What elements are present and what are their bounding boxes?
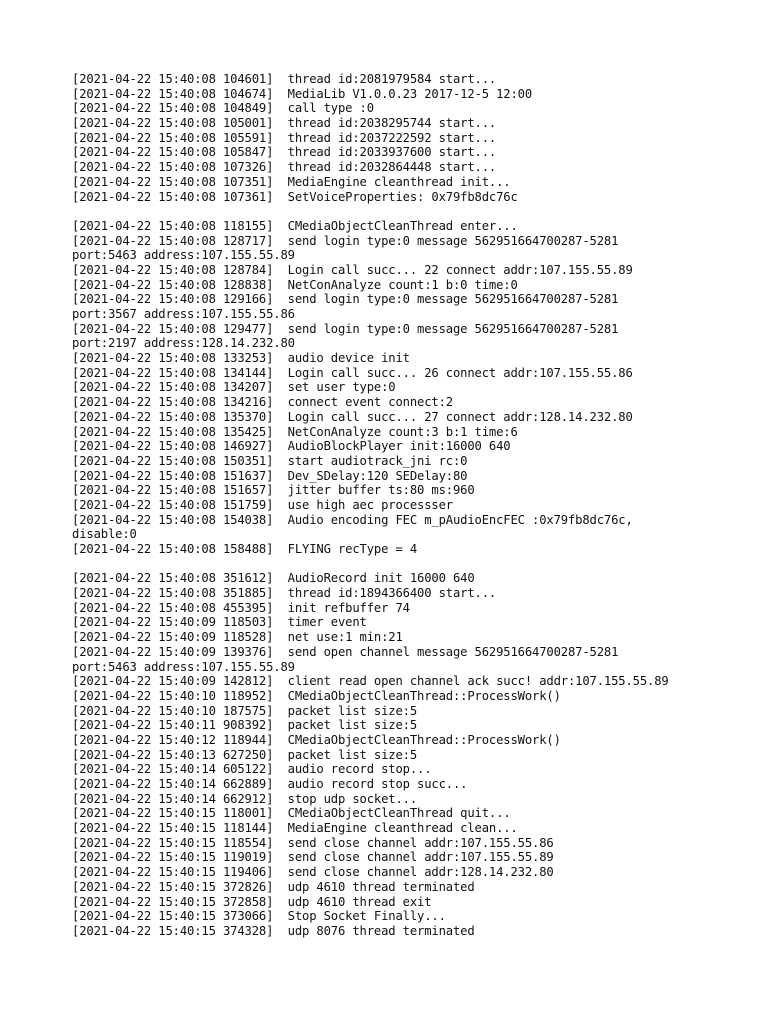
log-entry: [2021-04-22 15:40:11 908392] packet list size:5 [72, 718, 417, 733]
log-entry: [2021-04-22 15:40:08 105591] thread id:2037222592 start... [72, 130, 497, 145]
log-entry: [2021-04-22 15:40:15 118554] send close channel addr:107.155.55.86 [72, 835, 554, 850]
log-entry: [2021-04-22 15:40:08 150351] start audiotrack_jni rc:0 [72, 453, 468, 468]
log-entry: [2021-04-22 15:40:08 351885] thread id:1894366400 start... [72, 586, 497, 601]
log-entry: [2021-04-22 15:40:09 118503] timer event [72, 615, 367, 630]
log-entry: [2021-04-22 15:40:08 104601] thread id:2081979584 start... [72, 72, 497, 86]
log-entry: [2021-04-22 15:40:08 104674] MediaLib V1.0.0.23 2017-12-5 12:00 [72, 86, 532, 101]
log-entry: [2021-04-22 15:40:08 128717] send login type:0 message 562951664700287-5281 [72, 233, 619, 248]
log-entry: [2021-04-22 15:40:08 107361] SetVoiceProperties: 0x79fb8dc76c [72, 189, 518, 204]
log-entry: [2021-04-22 15:40:09 118528] net use:1 min:21 [72, 630, 403, 645]
log-entry: [2021-04-22 15:40:15 118144] MediaEngine cleanthread clean... [72, 821, 518, 836]
log-entry: [2021-04-22 15:40:08 455395] init refbuffer 74 [72, 600, 410, 615]
log-entry: [2021-04-22 15:40:09 142812] client read open channel ack succ! addr:107.155.55.89 [72, 674, 669, 689]
log-entry: [2021-04-22 15:40:13 627250] packet list size:5 [72, 747, 417, 762]
log-text-body [72, 72, 752, 939]
log-entry: [2021-04-22 15:40:15 372858] udp 4610 thread exit [72, 894, 432, 909]
log-entry-continuation: port:5463 address:107.155.55.89 [72, 248, 295, 263]
log-entry: [2021-04-22 15:40:15 373066] Stop Socket Finally... [72, 909, 446, 924]
log-entry: [2021-04-22 15:40:08 134144] Login call succ... 26 connect addr:107.155.55.86 [72, 365, 633, 380]
log-entry: [2021-04-22 15:40:08 118155] CMediaObjectCleanThread enter... [72, 218, 518, 233]
log-entry: [2021-04-22 15:40:08 104849] call type :0 [72, 101, 374, 116]
log-entry: [2021-04-22 15:40:08 146927] AudioBlockPlayer init:16000 640 [72, 439, 511, 454]
log-entry: [2021-04-22 15:40:08 135370] Login call succ... 27 connect addr:128.14.232.80 [72, 409, 633, 424]
log-entry: [2021-04-22 15:40:10 187575] packet list size:5 [72, 703, 417, 718]
log-entry: [2021-04-22 15:40:08 128838] NetConAnalyze count:1 b:0 time:0 [72, 277, 518, 292]
log-entry: [2021-04-22 15:40:09 139376] send open channel message 562951664700287-5281 [72, 644, 619, 659]
log-entry: [2021-04-22 15:40:12 118944] CMediaObjectCleanThread::ProcessWork() [72, 732, 561, 747]
log-entry: [2021-04-22 15:40:15 374328] udp 8076 thread terminated [72, 923, 475, 938]
log-entry: [2021-04-22 15:40:08 151657] jitter buffer ts:80 ms:960 [72, 483, 475, 498]
log-entry: [2021-04-22 15:40:14 662889] audio record stop succ... [72, 777, 468, 791]
log-entry-continuation: port:3567 address:107.155.55.86 [72, 307, 295, 321]
log-entry: [2021-04-22 15:40:08 151637] Dev_SDelay:120 SEDelay:80 [72, 468, 468, 483]
log-entry: [2021-04-22 15:40:08 135425] NetConAnalyze count:3 b:1 time:6 [72, 424, 518, 439]
log-entry: [2021-04-22 15:40:10 118952] CMediaObjectCleanThread::ProcessWork() [72, 688, 561, 703]
log-entry: [2021-04-22 15:40:08 134216] connect event connect:2 [72, 395, 453, 410]
log-entry: [2021-04-22 15:40:08 133253] audio device init [72, 351, 410, 366]
log-entry: [2021-04-22 15:40:08 128784] Login call succ... 22 connect addr:107.155.55.89 [72, 262, 633, 277]
log-entry: [2021-04-22 15:40:14 662912] stop udp socket... [72, 791, 417, 806]
log-entry-continuation: disable:0 [72, 527, 137, 542]
log-entry: [2021-04-22 15:40:14 605122] audio record stop... [72, 762, 432, 777]
log-entry: [2021-04-22 15:40:08 129477] send login type:0 message 562951664700287-5281 [72, 321, 619, 336]
log-entry-continuation: port:5463 address:107.155.55.89 [72, 659, 295, 674]
log-entry: [2021-04-22 15:40:08 107351] MediaEngine cleanthread init... [72, 174, 511, 189]
log-entry: [2021-04-22 15:40:15 118001] CMediaObjectCleanThread quit... [72, 806, 511, 821]
log-entry: [2021-04-22 15:40:08 105847] thread id:2033937600 start... [72, 145, 497, 160]
log-entry: [2021-04-22 15:40:15 119019] send close channel addr:107.155.55.89 [72, 850, 554, 865]
blank-line [72, 204, 752, 219]
log-entry: [2021-04-22 15:40:15 119406] send close channel addr:128.14.232.80 [72, 865, 554, 880]
log-entry: [2021-04-22 15:40:08 158488] FLYING recType = 4 [72, 542, 417, 556]
log-entry: [2021-04-22 15:40:08 351612] AudioRecord init 16000 640 [72, 571, 475, 586]
log-entry: [2021-04-22 15:40:08 151759] use high aec processser [72, 497, 453, 512]
log-entry: [2021-04-22 15:40:15 372826] udp 4610 thread terminated [72, 879, 475, 894]
blank-line [72, 557, 752, 572]
log-entry: [2021-04-22 15:40:08 154038] Audio encoding FEC m_pAudioEncFEC :0x79fb8dc76c, [72, 512, 633, 527]
log-entry: [2021-04-22 15:40:08 107326] thread id:2032864448 start... [72, 160, 497, 175]
log-entry: [2021-04-22 15:40:08 129166] send login type:0 message 562951664700287-5281 [72, 292, 619, 307]
log-entry: [2021-04-22 15:40:08 105001] thread id:2038295744 start... [72, 116, 497, 131]
log-entry-continuation: port:2197 address:128.14.232.80 [72, 336, 295, 351]
log-entry: [2021-04-22 15:40:08 134207] set user type:0 [72, 380, 396, 395]
